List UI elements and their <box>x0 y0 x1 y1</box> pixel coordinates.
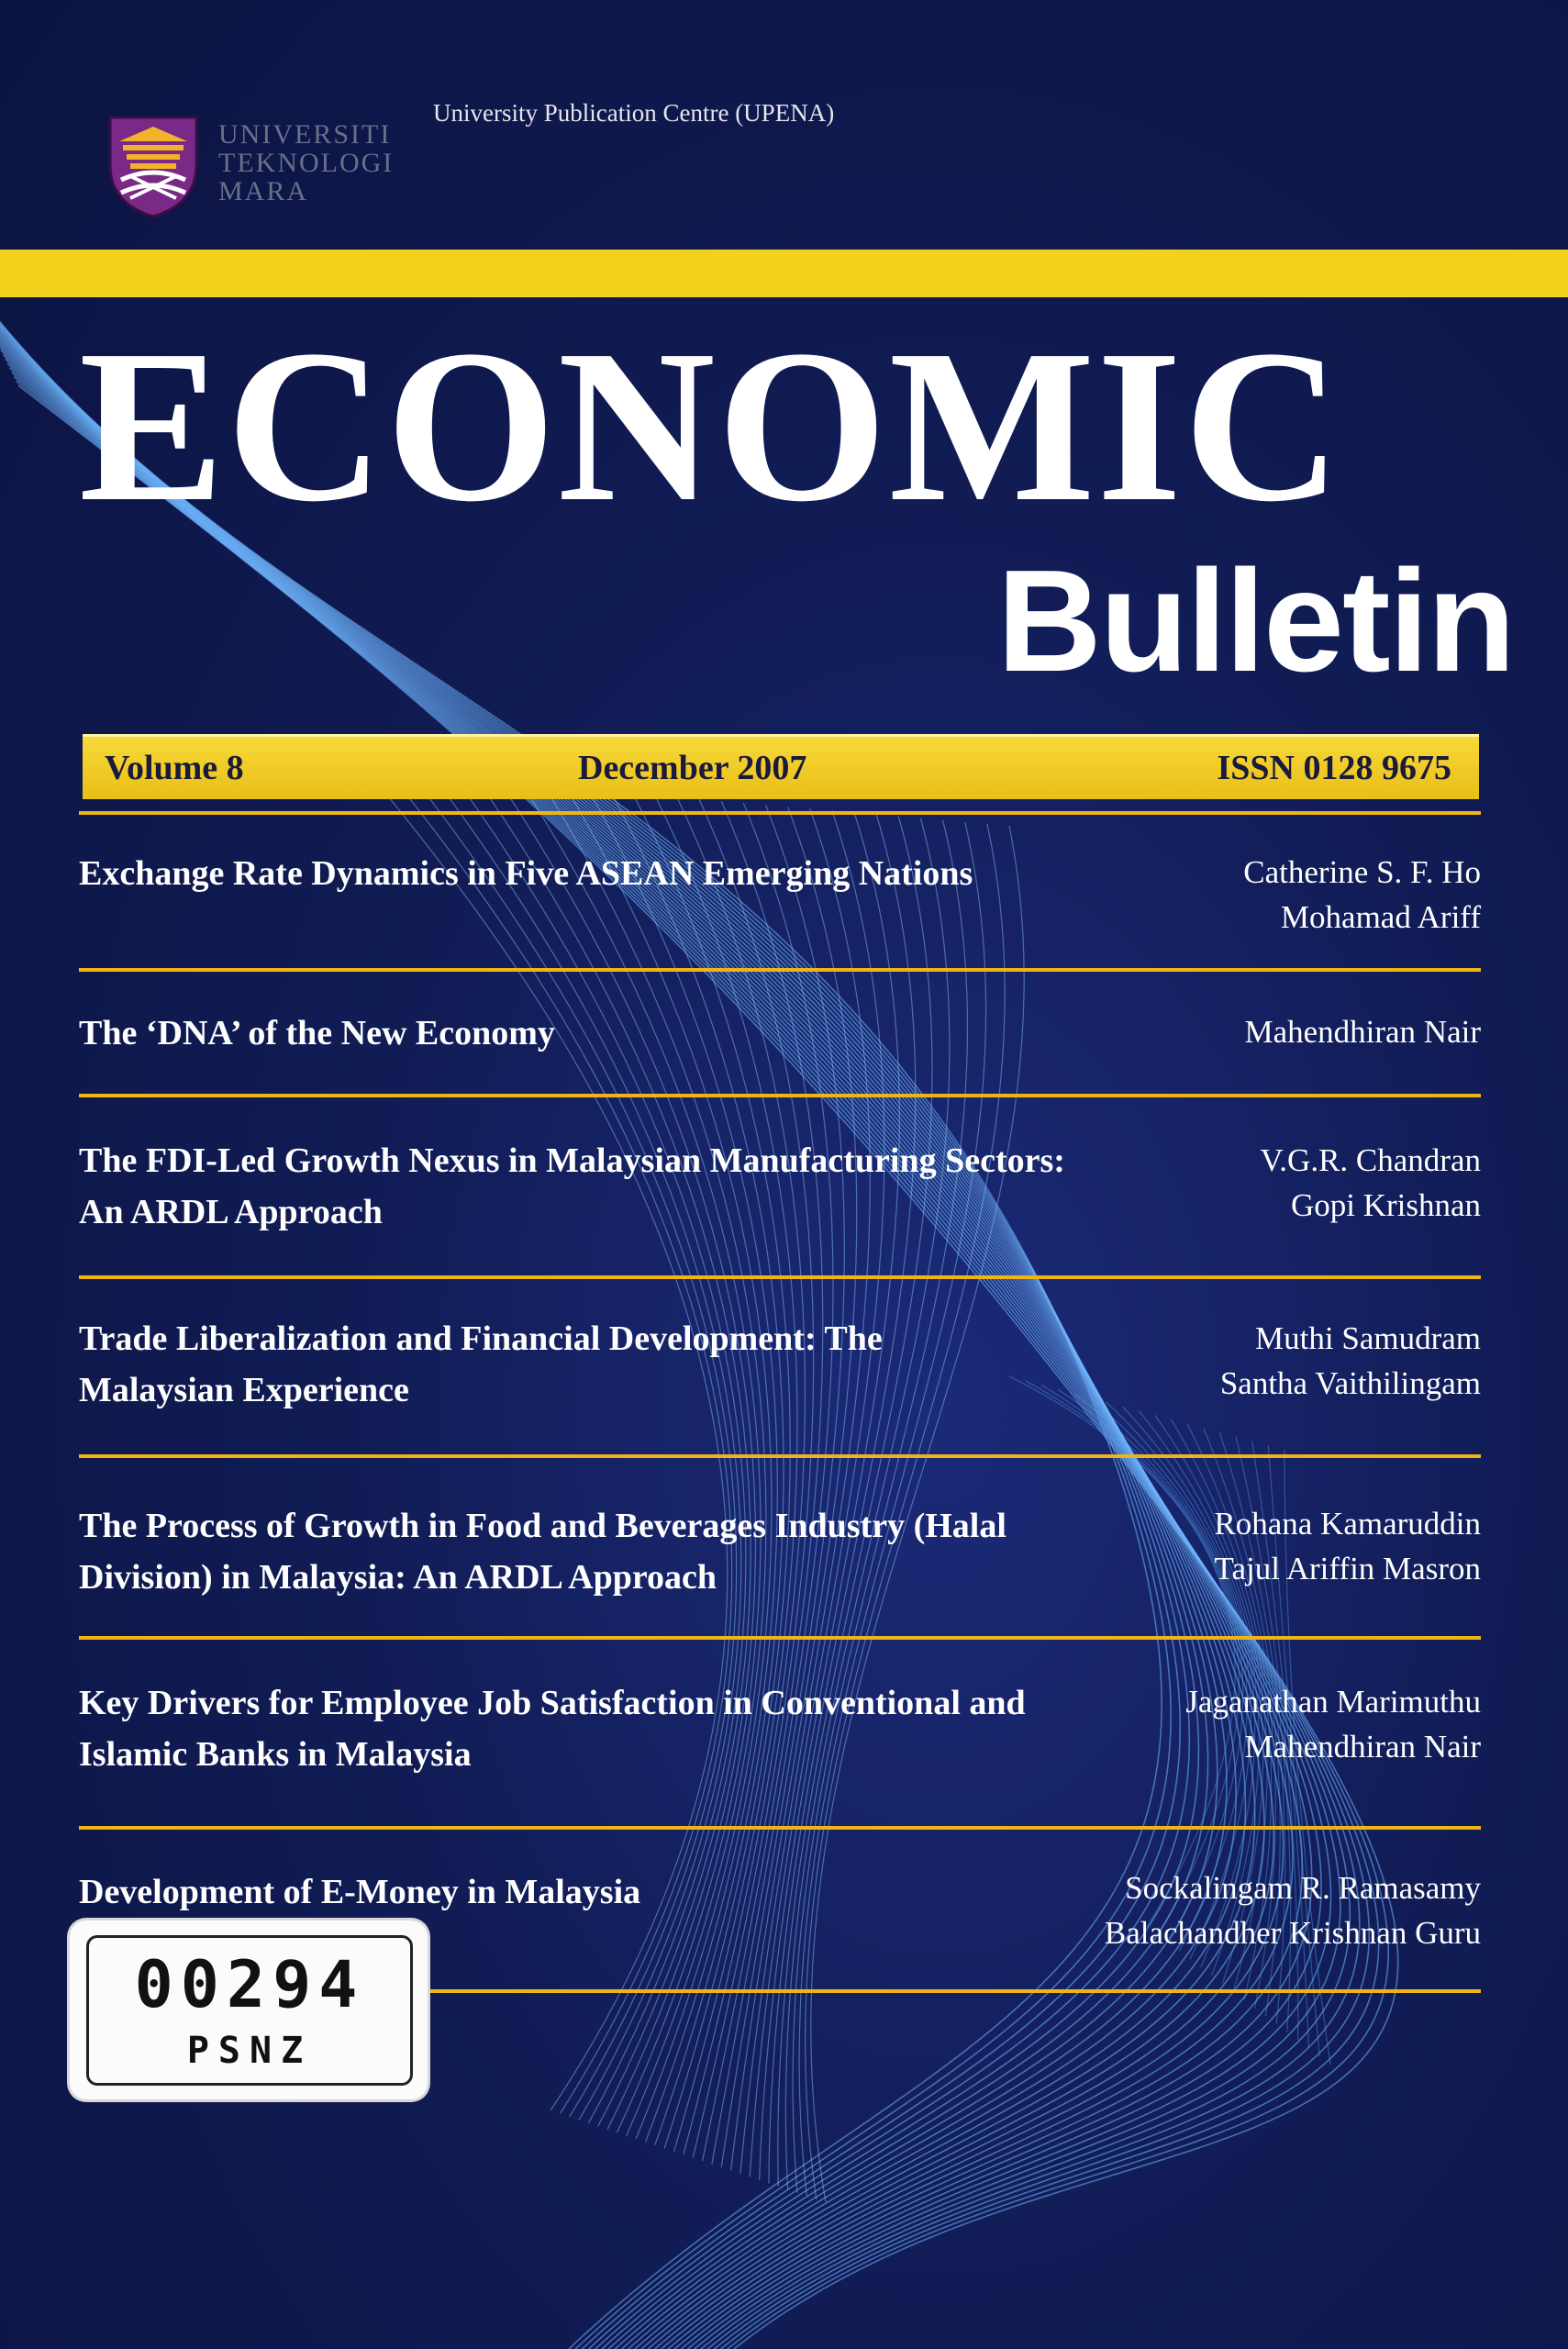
accession-number: 00294 <box>134 1947 365 2022</box>
university-name-line: UNIVERSITI <box>218 119 392 150</box>
mesh-line <box>456 778 746 2123</box>
author-name: Rohana Kamaruddin <box>1214 1506 1481 1542</box>
mesh-line <box>478 780 751 2126</box>
divider-rule <box>79 1636 1481 1640</box>
issue-info-band <box>83 734 1479 799</box>
author-name: Catherine S. F. Ho <box>1243 854 1481 890</box>
mesh-line <box>433 776 740 2120</box>
article-title: The Process of Growth in Food and Beverages Industry (Halal Division) in Malaysia: An ARDL Approach <box>79 1507 1006 1597</box>
publisher-name: University Publication Centre (UPENA) <box>433 99 835 127</box>
university-name <box>218 92 394 206</box>
author-name: Mahendhiran Nair <box>1244 1729 1481 1765</box>
author-name: Jaganathan Marimuthu <box>1185 1684 1481 1720</box>
divider-rule <box>79 1826 1481 1830</box>
divider-rule <box>79 1094 1481 1097</box>
divider-rule <box>79 1275 1481 1279</box>
author-name: Sockalingam R. Ramasamy <box>1125 1870 1481 1906</box>
university-name-line: TEKNOLOGI <box>218 148 395 178</box>
issue-date: December 2007 <box>578 749 807 787</box>
author-name: Gopi Krishnan <box>1290 1187 1481 1223</box>
top-yellow-band <box>0 250 1568 297</box>
library-sticker <box>70 1920 428 2099</box>
author-name: V.G.R. Chandran <box>1260 1142 1481 1178</box>
article-title: The ‘DNA’ of the New Economy <box>79 1014 555 1052</box>
issn-label: ISSN 0128 9675 <box>1217 749 1451 787</box>
article-authors <box>967 1138 1481 1228</box>
article-authors <box>967 1009 1481 1054</box>
library-sticker-frame <box>86 1935 413 2086</box>
mesh-line <box>566 788 772 2139</box>
divider-rule <box>79 968 1481 972</box>
author-name: Muthi Samudram <box>1255 1320 1481 1356</box>
article-authors <box>967 1316 1481 1406</box>
article-authors <box>967 1865 1481 1955</box>
article-authors <box>967 1679 1481 1769</box>
author-name: Santha Vaithilingam <box>1219 1365 1481 1401</box>
article-authors <box>967 1501 1481 1591</box>
article-title: Development of E-Money in Malaysia <box>79 1873 641 1911</box>
university-logo <box>103 101 204 220</box>
article-title: Trade Liberalization and Financial Development: The Malaysian Experience <box>79 1319 883 1409</box>
divider-rule <box>79 811 1481 815</box>
article-title: Exchange Rate Dynamics in Five ASEAN Emerging Nations <box>79 854 973 893</box>
article-title: Key Drivers for Employee Job Satisfaction in Conventional and Islamic Banks in Malaysia <box>79 1684 1026 1774</box>
article-authors <box>967 850 1481 940</box>
author-name: Balachandher Krishnan Guru <box>1104 1915 1481 1951</box>
author-name: Mohamad Ariff <box>1280 899 1481 935</box>
journal-title-sub: Bulletin <box>996 540 1514 702</box>
mesh-line <box>611 792 784 2145</box>
university-name-jawi <box>218 92 394 120</box>
author-name: Tajul Ariffin Masron <box>1214 1551 1481 1586</box>
author-name: Mahendhiran Nair <box>1244 1014 1481 1050</box>
volume-label: Volume 8 <box>105 749 244 787</box>
library-code: PSNZ <box>186 2030 313 2072</box>
divider-rule <box>79 1454 1481 1458</box>
university-name-line: MARA <box>218 176 309 206</box>
article-title: The FDI-Led Growth Nexus in Malaysian Manufacturing Sectors: An ARDL Approach <box>79 1141 1065 1231</box>
journal-title-main: ECONOMIC <box>79 306 1343 547</box>
